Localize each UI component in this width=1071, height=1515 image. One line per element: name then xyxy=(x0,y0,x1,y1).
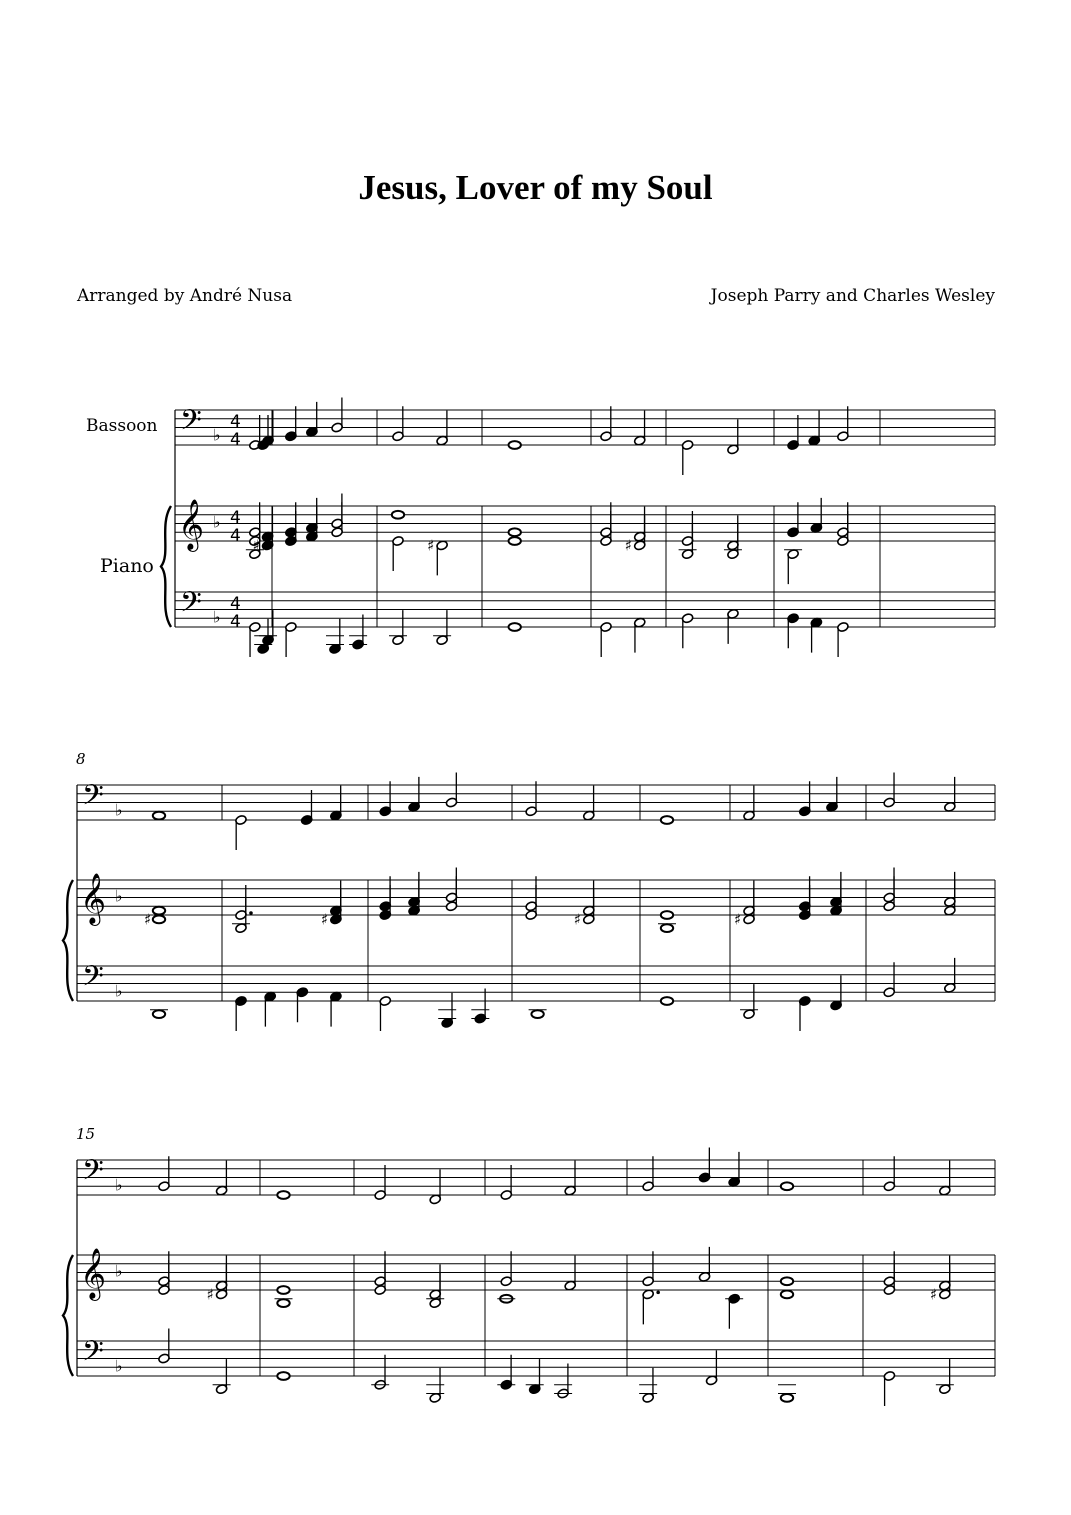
bassoon-note xyxy=(306,402,318,437)
piano-lh-note xyxy=(830,975,842,1010)
sharp-sign: ♯ xyxy=(206,1285,214,1304)
measure-number-system-2: 8 xyxy=(76,750,86,768)
sharp-sign: ♯ xyxy=(624,536,633,555)
bassoon-note xyxy=(808,411,820,446)
bassoon-note xyxy=(944,777,956,812)
key-signature-flat: ♭ xyxy=(115,981,123,1001)
piano-rh-note xyxy=(658,924,676,932)
bassoon-note xyxy=(883,773,895,808)
bassoon-note xyxy=(525,781,537,816)
piano-lh-note xyxy=(426,1368,444,1403)
piano-rh-note xyxy=(436,540,448,575)
piano-lh-note xyxy=(433,610,451,645)
composer-credit: Joseph Parry and Charles Wesley xyxy=(710,286,995,306)
notehead xyxy=(277,1372,289,1380)
notehead xyxy=(153,907,165,915)
piano-lh-note xyxy=(349,615,367,650)
piano-rh-note xyxy=(781,1290,793,1298)
piano-lh-note xyxy=(389,610,407,645)
notehead xyxy=(661,997,673,1005)
piano-lh-note xyxy=(634,617,646,652)
sharp-sign: ♯ xyxy=(427,536,435,555)
piano-lh-note xyxy=(600,622,612,657)
piano-rh-note xyxy=(153,915,165,923)
piano-lh-note xyxy=(264,991,276,1026)
bass-clef: 𝄢 xyxy=(82,779,104,819)
piano-lh-note xyxy=(438,993,456,1028)
sharp-sign: ♯ xyxy=(929,1285,938,1304)
piano-rh-note xyxy=(698,1247,710,1282)
bassoon-note xyxy=(285,406,297,441)
piano-lh-note xyxy=(285,622,297,657)
piano-rh-note xyxy=(500,1251,512,1286)
piano-rh-note xyxy=(153,907,165,915)
notehead xyxy=(661,816,673,824)
piano-lh-note xyxy=(810,617,822,652)
treble-clef: 𝄞 xyxy=(80,1248,107,1299)
piano-lh-note xyxy=(883,962,895,997)
piano-rh-note xyxy=(564,1256,576,1291)
augmentation-dot xyxy=(249,911,253,915)
piano-rh-note xyxy=(642,1251,654,1286)
bassoon-note xyxy=(408,777,420,812)
piano-rh-note xyxy=(275,1299,293,1307)
piano-rh-note xyxy=(392,511,404,519)
piano-rh-note xyxy=(392,536,404,571)
bassoon-note xyxy=(883,1156,895,1191)
notehead xyxy=(661,924,673,932)
treble-clef: 𝄞 xyxy=(80,873,107,924)
notehead xyxy=(531,1010,543,1018)
bassoon-note xyxy=(837,406,849,441)
notehead xyxy=(509,623,521,631)
piece-title: Jesus, Lover of my Soul xyxy=(358,168,713,207)
piano-lh-note xyxy=(936,1359,954,1394)
bassoon-note xyxy=(728,1152,740,1187)
piano-lh-note xyxy=(158,1329,170,1364)
piano-lh-note xyxy=(727,608,739,643)
piano-rh-note xyxy=(497,1295,515,1303)
piano-lh-note xyxy=(330,991,342,1026)
time-signature-denominator: 4 xyxy=(230,430,241,450)
piano-lh-note xyxy=(497,1355,515,1390)
bassoon-note xyxy=(698,1148,710,1183)
notehead xyxy=(277,1286,289,1294)
piano-lh-note xyxy=(471,989,489,1024)
bassoon-note xyxy=(743,786,755,821)
piano-brace xyxy=(161,506,171,627)
piano-rh-note xyxy=(661,911,673,919)
piano-lh-note xyxy=(371,1355,389,1390)
key-signature-flat: ♭ xyxy=(115,1356,123,1376)
piano-lh-note xyxy=(509,623,521,631)
bassoon-note xyxy=(300,790,312,825)
notehead xyxy=(781,1182,793,1190)
notehead xyxy=(781,1290,793,1298)
piano-lh-note xyxy=(213,1359,231,1394)
piano-lh-note xyxy=(661,997,673,1005)
bassoon-note xyxy=(331,398,343,433)
piano-rh-note xyxy=(277,1286,289,1294)
key-signature-flat: ♭ xyxy=(213,512,221,532)
bassoon-note xyxy=(330,786,342,821)
notehead xyxy=(509,537,521,545)
bass-clef: 𝄢 xyxy=(180,404,202,444)
piano-lh-note xyxy=(778,1385,796,1402)
key-signature-flat: ♭ xyxy=(115,800,123,820)
key-signature-flat: ♭ xyxy=(213,425,221,445)
piano-lh-note xyxy=(740,984,758,1019)
piano-rh-note xyxy=(509,537,521,545)
key-signature-flat: ♭ xyxy=(115,886,123,906)
piano-brace xyxy=(63,880,73,1001)
piano-rh-note xyxy=(642,1289,654,1324)
bass-clef: 𝄢 xyxy=(180,586,202,626)
instrument-label-bassoon: Bassoon xyxy=(86,416,158,436)
bassoon-note xyxy=(379,781,391,816)
piano-rh-note xyxy=(725,1293,743,1328)
notehead xyxy=(153,812,165,820)
bassoon-note xyxy=(634,411,646,446)
piano-lh-note xyxy=(681,613,693,648)
bassoon-note xyxy=(799,781,811,816)
bassoon-note xyxy=(215,1161,227,1196)
piano-rh-note xyxy=(781,1277,793,1285)
bassoon-note xyxy=(826,777,838,812)
piano-lh-note xyxy=(787,613,799,648)
bassoon-note xyxy=(429,1169,441,1204)
piano-lh-note xyxy=(326,619,344,654)
piano-lh-note xyxy=(554,1364,572,1399)
piano-lh-note xyxy=(837,622,849,657)
piano-lh-note xyxy=(379,996,391,1031)
notehead xyxy=(153,915,165,923)
time-signature-numerator: 4 xyxy=(230,508,241,528)
time-signature-numerator: 4 xyxy=(230,412,241,432)
bassoon-note xyxy=(939,1161,951,1196)
key-signature-flat: ♭ xyxy=(115,1175,123,1195)
piano-lh-note xyxy=(529,1010,547,1018)
bassoon-note xyxy=(509,441,521,449)
piano-rh-note xyxy=(784,549,802,584)
bassoon-note xyxy=(787,415,799,450)
notehead xyxy=(277,1191,289,1199)
sharp-sign: ♯ xyxy=(573,910,582,929)
bassoon-note xyxy=(642,1156,654,1191)
arranger-credit: Arranged by André Nusa xyxy=(77,286,293,306)
piano-rh-note xyxy=(810,498,822,533)
treble-clef: 𝄞 xyxy=(178,499,205,550)
instrument-label-piano: Piano xyxy=(100,555,154,577)
bassoon-note xyxy=(436,411,448,446)
bassoon-note xyxy=(681,440,693,475)
notehead xyxy=(781,1394,793,1402)
notehead xyxy=(277,1299,289,1307)
bassoon-note xyxy=(158,1156,170,1191)
notehead xyxy=(392,511,404,519)
piano-lh-note xyxy=(639,1368,657,1403)
piano-lh-note xyxy=(296,987,308,1022)
piano-lh-note xyxy=(705,1350,717,1385)
bassoon-note xyxy=(235,815,247,850)
sharp-sign: ♯ xyxy=(320,910,329,929)
piano-lh-note xyxy=(526,1359,544,1394)
bassoon-note xyxy=(277,1191,289,1199)
piano-lh-note xyxy=(799,996,811,1031)
piano-lh-note xyxy=(150,1010,168,1018)
bass-clef: 𝄢 xyxy=(82,1154,104,1194)
bassoon-note xyxy=(564,1161,576,1196)
bassoon-note xyxy=(583,786,595,821)
bassoon-note xyxy=(661,816,673,824)
key-signature-flat: ♭ xyxy=(213,607,221,627)
piano-brace xyxy=(63,1255,73,1376)
piano-lh-note xyxy=(277,1372,289,1380)
augmentation-dot xyxy=(656,1291,660,1295)
sharp-sign: ♯ xyxy=(734,910,742,929)
piano-lh-note xyxy=(883,1371,895,1406)
piano-rh-note xyxy=(509,528,521,536)
bass-clef: 𝄢 xyxy=(82,960,104,1000)
bassoon-note xyxy=(153,812,165,820)
time-signature-denominator: 4 xyxy=(230,526,241,546)
time-signature-numerator: 4 xyxy=(230,594,241,614)
notehead xyxy=(509,441,521,449)
piano-lh-note xyxy=(235,996,247,1031)
piano-rh-note xyxy=(787,502,799,537)
bassoon-note xyxy=(374,1165,386,1200)
measure-number-system-3: 15 xyxy=(76,1125,96,1143)
notehead xyxy=(509,528,521,536)
key-signature-flat: ♭ xyxy=(115,1261,123,1281)
bass-clef: 𝄢 xyxy=(82,1335,104,1375)
notehead xyxy=(661,911,673,919)
piano-lh-note xyxy=(944,958,956,993)
time-signature-denominator: 4 xyxy=(230,612,241,632)
sharp-sign: ♯ xyxy=(252,536,260,555)
bassoon-note xyxy=(781,1182,793,1190)
bassoon-note xyxy=(445,773,457,808)
bassoon-note xyxy=(392,406,404,441)
notehead xyxy=(153,1010,165,1018)
bassoon-note xyxy=(600,406,612,441)
bassoon-note xyxy=(727,419,739,454)
notehead xyxy=(781,1277,793,1285)
bassoon-note xyxy=(500,1165,512,1200)
sharp-sign: ♯ xyxy=(144,910,152,929)
